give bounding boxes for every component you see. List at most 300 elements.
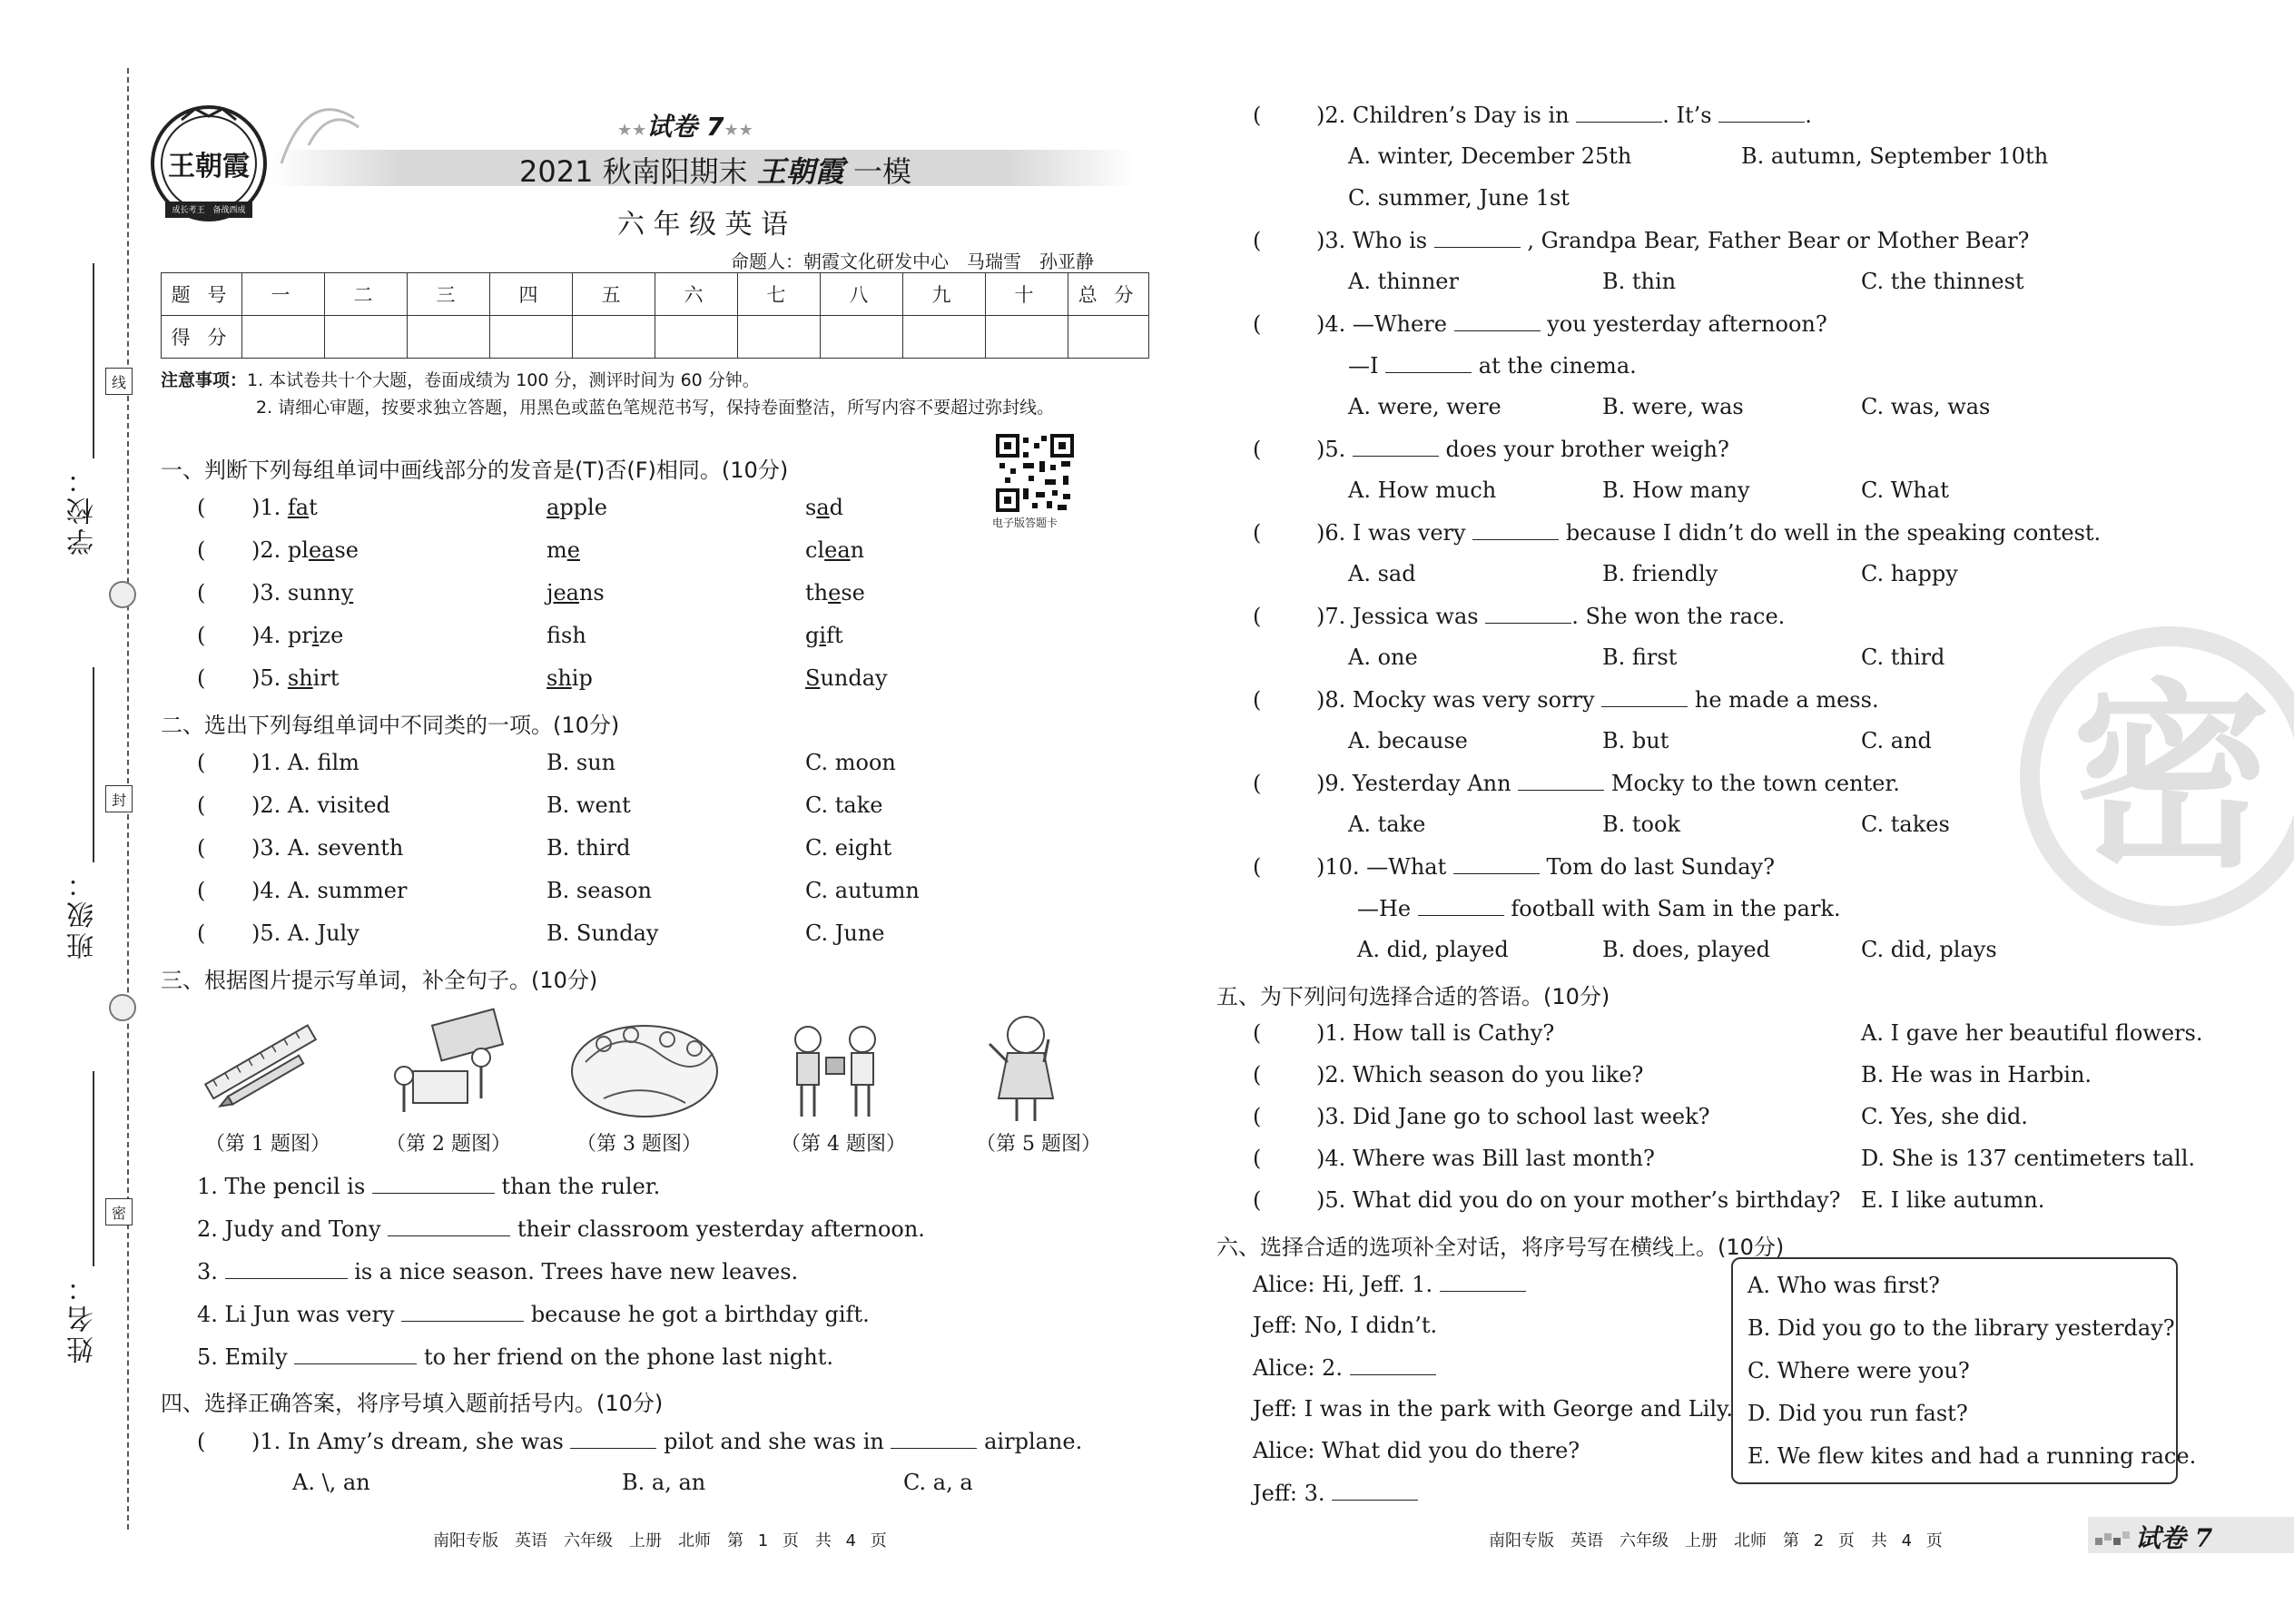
s2-row-5 xyxy=(197,920,359,946)
q-mid: . It’s xyxy=(1662,103,1712,128)
score-cell: 题 号 xyxy=(162,273,242,316)
s4-q4-line2 xyxy=(1348,352,1637,379)
answer-paren[interactable]: ( xyxy=(197,580,206,605)
s6-option-a: A. Who was first? xyxy=(1748,1273,1940,1298)
w-underlined: ea xyxy=(553,580,579,605)
question-text: )1. How tall is Cathy? xyxy=(1316,1020,1555,1046)
answer-blank[interactable] xyxy=(1332,1480,1418,1501)
score-input-cell[interactable] xyxy=(821,316,903,359)
dialogue-text: Alice: Hi, Jeff. 1. xyxy=(1253,1272,1433,1297)
s2-row-1 xyxy=(197,750,359,775)
notes-1 xyxy=(161,367,760,391)
notes-label: 注意事项： xyxy=(161,370,248,390)
w-pre: f xyxy=(546,623,562,648)
s5-answer-b: B. He was in Harbin. xyxy=(1861,1062,2092,1088)
w-underlined: sh xyxy=(546,665,572,691)
section-4-title: 四、选择正确答案，将序号填入题前括号内。(10分) xyxy=(161,1391,664,1416)
w-pre: pl xyxy=(287,537,309,563)
s2-row-4-b: B. season xyxy=(546,878,652,903)
school-line xyxy=(93,263,94,458)
exam-title-suffix: 一模 xyxy=(852,154,911,189)
w-underlined: sh xyxy=(287,665,313,691)
s4-q9-a: A. take xyxy=(1348,812,1426,837)
notes-text-1: 1. 本试卷共十个大题，卷面成绩为 100 分，测评时间为 60 分钟。 xyxy=(247,370,760,390)
caption-1: （第 1 题图） xyxy=(205,1133,330,1156)
q-pre: )7. Jessica was xyxy=(1316,604,1479,629)
s2-row-3-b: B. third xyxy=(546,835,631,861)
s1-row-1 xyxy=(197,495,318,520)
q-post: because I didn’t do well in the speaking contest. xyxy=(1565,520,2102,546)
answer-blank[interactable] xyxy=(1718,102,1805,123)
opt-a: )4. A. summer xyxy=(251,878,408,903)
s4-q2-a: A. winter, December 25th xyxy=(1348,143,1632,169)
answer-paren[interactable]: ( xyxy=(1253,604,1262,629)
decor-squares-icon xyxy=(2095,1530,2132,1546)
s1-row-1-b xyxy=(546,495,607,520)
q-pre: —I xyxy=(1348,353,1379,379)
s5-answer-d: D. She is 137 centimeters tall. xyxy=(1861,1146,2196,1171)
w-underlined: ea xyxy=(308,537,335,563)
answer-paren[interactable]: ( xyxy=(1253,1104,1262,1129)
s4-q7-b: B. first xyxy=(1602,645,1678,670)
answer-blank[interactable] xyxy=(1454,310,1541,331)
opt-a: )5. A. July xyxy=(251,920,359,946)
s6-line-4: Jeff: I was in the park with George and Lily. xyxy=(1253,1396,1733,1422)
w-post: ft xyxy=(826,623,843,648)
score-cell: 四 xyxy=(490,273,573,316)
item-post: because he got a birthday gift. xyxy=(530,1302,870,1327)
s1-row-4-b xyxy=(546,623,586,648)
w-post: t xyxy=(309,495,318,520)
seal-dot-1 xyxy=(109,581,136,608)
s4-q6-c: C. happy xyxy=(1861,561,1958,586)
class-label: 班级： xyxy=(67,867,99,960)
s6-option-d: D. Did you run fast? xyxy=(1748,1401,1968,1426)
s4-q10 xyxy=(1253,853,1775,880)
s2-row-2 xyxy=(197,792,390,818)
answer-paren[interactable]: ( xyxy=(1253,311,1262,337)
q-post: football with Sam in the park. xyxy=(1511,896,1841,921)
score-cell: 八 xyxy=(821,273,903,316)
s4-q6 xyxy=(1253,519,2101,546)
score-input-cell[interactable] xyxy=(1068,316,1149,359)
s2-row-5-b: B. Sunday xyxy=(546,920,659,946)
answer-blank[interactable] xyxy=(1385,352,1472,373)
question-text: )4. Where was Bill last month? xyxy=(1316,1146,1655,1171)
answer-blank[interactable] xyxy=(1601,686,1688,707)
s4-q3-c: C. the thinnest xyxy=(1861,269,2024,294)
caption-5: （第 5 题图） xyxy=(976,1133,1101,1156)
answer-blank[interactable] xyxy=(372,1173,495,1194)
section-1-title: 一、判断下列每组单词中画线部分的发音是(T)否(F)相同。(10分) xyxy=(161,458,789,483)
q-pre: )5. xyxy=(1316,437,1346,462)
s4-q9 xyxy=(1253,770,1900,796)
answer-paren[interactable]: ( xyxy=(1253,103,1262,128)
answer-blank[interactable] xyxy=(1353,436,1439,457)
s2-row-1-b: B. sun xyxy=(546,750,616,775)
s4-q2 xyxy=(1253,102,1812,128)
qr-code-icon[interactable] xyxy=(996,434,1074,512)
w-pre: s xyxy=(805,495,817,520)
score-input-cell[interactable] xyxy=(986,316,1068,359)
item-pre: 3. xyxy=(197,1259,218,1284)
w-post: unday xyxy=(820,665,888,691)
s5-answer-c: C. Yes, she did. xyxy=(1861,1104,2028,1129)
answer-blank[interactable] xyxy=(1472,519,1559,540)
s6-line-6 xyxy=(1253,1480,1418,1506)
subject-title: 六 年 级 英 语 xyxy=(617,209,789,241)
q-post: Mocky to the town center. xyxy=(1610,771,1900,796)
q-post: . xyxy=(1805,103,1812,128)
q-number: )1. xyxy=(251,495,288,520)
s4-q3-a: A. thinner xyxy=(1348,269,1459,294)
q-pre: )8. Mocky was very sorry xyxy=(1316,687,1595,713)
s4-q10-line2 xyxy=(1357,895,1841,921)
score-input-cell[interactable] xyxy=(903,316,986,359)
answer-paren[interactable]: ( xyxy=(197,623,206,648)
question-text: )5. What did you do on your mother’s birthday? xyxy=(1316,1187,1841,1213)
w-post: d xyxy=(829,495,844,520)
exam-title xyxy=(519,149,911,191)
answer-paren[interactable]: ( xyxy=(1253,520,1262,546)
s2-row-4-c: C. autumn xyxy=(805,878,920,903)
s4-q4-c: C. was, was xyxy=(1861,394,1991,419)
s4-q10-b: B. does, played xyxy=(1602,937,1770,962)
footer-tag-squares xyxy=(2095,1530,2132,1546)
q-number: )5. xyxy=(251,665,288,691)
w-post: pple xyxy=(559,495,607,520)
q-pre: )2. Children’s Day is in xyxy=(1316,103,1570,128)
s3-item-5 xyxy=(197,1343,833,1370)
school-label: 学校： xyxy=(67,463,99,556)
answer-blank[interactable] xyxy=(388,1216,510,1236)
s5-answer-e: E. I like autumn. xyxy=(1861,1187,2045,1213)
s1-row-3-c xyxy=(805,580,865,605)
score-cell: 六 xyxy=(655,273,738,316)
s4-q5-b: B. How many xyxy=(1602,477,1750,503)
s1-row-4 xyxy=(197,623,343,648)
s2-row-5-c: C. June xyxy=(805,920,885,946)
q-post: . She won the race. xyxy=(1571,604,1786,629)
w-underlined: i xyxy=(819,623,827,648)
score-table xyxy=(161,272,1149,359)
answer-paren[interactable]: ( xyxy=(197,537,206,563)
score-cell: 一 xyxy=(242,273,325,316)
q-number: )3. xyxy=(251,580,288,605)
section-5-title: 五、为下列问句选择合适的答语。(10分) xyxy=(1216,984,1610,1009)
picture-2-classroom xyxy=(381,1008,517,1126)
opt-a: )1. A. film xyxy=(251,750,359,775)
question-text: )3. Did Jane go to school last week? xyxy=(1316,1104,1710,1129)
s1-row-5-c xyxy=(805,665,888,691)
answer-blank[interactable] xyxy=(294,1343,417,1364)
dialogue-text: Jeff: 3. xyxy=(1253,1481,1325,1506)
q-number: )4. xyxy=(251,623,288,648)
dialogue-text: Alice: 2. xyxy=(1253,1355,1343,1381)
s5-answer-a: A. I gave her beautiful flowers. xyxy=(1861,1020,2203,1046)
answer-paren[interactable]: ( xyxy=(197,495,206,520)
brand-logo-text: 王朝霞 xyxy=(168,151,250,182)
q-pre: )4. —Where xyxy=(1316,311,1447,337)
answer-blank[interactable] xyxy=(1453,853,1540,874)
q-post: airplane. xyxy=(984,1429,1083,1454)
w-post: sh xyxy=(561,623,586,648)
s6-option-b: B. Did you go to the library yesterday? xyxy=(1748,1315,2175,1341)
score-input-cell[interactable] xyxy=(738,316,821,359)
score-cell: 二 xyxy=(325,273,408,316)
answer-paren[interactable]: ( xyxy=(197,920,206,946)
section-3-title: 三、根据图片提示写单词，补全句子。(10分) xyxy=(161,968,598,993)
score-input-cell[interactable] xyxy=(242,316,325,359)
w-post: se xyxy=(334,537,359,563)
score-cell: 十 xyxy=(986,273,1068,316)
s2-row-1-c: C. moon xyxy=(805,750,896,775)
picture-1-pencil-ruler xyxy=(195,1008,331,1126)
s4-q7-a: A. one xyxy=(1348,645,1418,670)
s5-q3 xyxy=(1253,1104,1710,1129)
q-mid: pilot and she was in xyxy=(664,1429,884,1454)
w-underlined: y xyxy=(340,580,354,605)
score-cell: 五 xyxy=(573,273,655,316)
answer-paren[interactable]: ( xyxy=(1253,1062,1262,1088)
s1-row-4-c xyxy=(805,623,843,648)
answer-blank[interactable] xyxy=(1350,1354,1436,1375)
s4-q10-a: A. did, played xyxy=(1357,937,1509,962)
answer-paren[interactable]: ( xyxy=(1253,1146,1262,1171)
caption-4: （第 4 题图） xyxy=(781,1133,906,1156)
secret-watermark xyxy=(2020,626,2294,926)
picture-4-gift xyxy=(776,1008,912,1126)
s4-q9-c: C. takes xyxy=(1861,812,1950,837)
w-underlined: a xyxy=(546,495,560,520)
s3-item-4 xyxy=(197,1301,870,1327)
s4-q8-a: A. because xyxy=(1348,728,1468,753)
score-cell: 总 分 xyxy=(1068,273,1149,316)
s4-q7-c: C. third xyxy=(1861,645,1945,670)
item-pre: 2. Judy and Tony xyxy=(197,1216,381,1242)
answer-blank[interactable] xyxy=(1518,770,1604,791)
score-cell: 三 xyxy=(408,273,490,316)
footer-tag: 试卷 7 xyxy=(2135,1523,2213,1553)
answer-paren[interactable]: ( xyxy=(1253,854,1262,880)
w-pre: pr xyxy=(287,623,312,648)
children-classroom-illustration xyxy=(381,1008,517,1126)
footer-right: 南阳专版 英语 六年级 上册 北师 第 2 页 共 4 页 xyxy=(1489,1531,1943,1550)
item-pre: 1. The pencil is xyxy=(197,1174,366,1199)
q-pre: )6. I was very xyxy=(1316,520,1466,546)
s1-row-2-c xyxy=(805,537,864,563)
s3-item-2 xyxy=(197,1216,925,1242)
s4-q3 xyxy=(1253,227,2029,253)
s4-q5 xyxy=(1253,436,1729,462)
answer-blank[interactable] xyxy=(891,1428,977,1449)
name-line xyxy=(93,1071,94,1266)
s2-row-3 xyxy=(197,835,403,861)
q-pre: —He xyxy=(1357,896,1412,921)
pencil-ruler-illustration xyxy=(195,1008,331,1126)
s3-item-1 xyxy=(197,1173,660,1199)
answer-paren[interactable]: ( xyxy=(1253,228,1262,253)
s4-q10-c: C. did, plays xyxy=(1861,937,1997,962)
q-post: he made a mess. xyxy=(1694,687,1879,713)
w-pre: j xyxy=(546,580,554,605)
answer-paren[interactable]: ( xyxy=(197,878,206,903)
answer-blank[interactable] xyxy=(1485,603,1571,624)
answer-paren[interactable]: ( xyxy=(1253,437,1262,462)
picture-5-phone xyxy=(976,1008,1112,1126)
s5-q4 xyxy=(1253,1146,1655,1171)
s4-q8-b: B. but xyxy=(1602,728,1669,753)
exam-title-brand: 王朝霞 xyxy=(756,154,844,189)
q-pre: )1. In Amy’s dream, she was xyxy=(251,1429,564,1454)
w-pre: g xyxy=(805,623,820,648)
seal-mark-secret: 密 xyxy=(105,1198,133,1225)
s4-q2-b: B. autumn, September 10th xyxy=(1741,143,2049,169)
q-post: does your brother weigh? xyxy=(1445,437,1729,462)
answer-paren[interactable]: ( xyxy=(197,835,206,861)
answer-blank[interactable] xyxy=(401,1301,524,1322)
s4-q2-c: C. summer, June 1st xyxy=(1348,185,1570,211)
class-line xyxy=(93,667,94,862)
answer-paren[interactable]: ( xyxy=(197,750,206,775)
score-table-score-row xyxy=(162,316,1149,359)
caption-2: （第 2 题图） xyxy=(386,1133,511,1156)
answer-blank[interactable] xyxy=(1434,227,1521,248)
answer-paren[interactable]: ( xyxy=(197,1429,206,1454)
s1-row-2 xyxy=(197,537,359,563)
notes-2: 2. 请细心审题，按要求独立答题，用黑色或蓝色笔规范书写，保持卷面整洁，所写内容不要超过弥封线。 xyxy=(256,398,1055,418)
score-cell: 九 xyxy=(903,273,986,316)
s6-line-2: Jeff: No, I didn’t. xyxy=(1253,1313,1438,1338)
s5-q1 xyxy=(1253,1020,1554,1046)
answer-blank[interactable] xyxy=(1440,1271,1526,1292)
score-input-cell[interactable] xyxy=(655,316,738,359)
score-input-cell[interactable] xyxy=(573,316,655,359)
section-6-title: 六、选择合适的选项补全对话，将序号写在横线上。(10分) xyxy=(1216,1235,1785,1260)
stars-title: ★★试卷 7★★ xyxy=(617,112,753,142)
answer-paren[interactable]: ( xyxy=(1253,1020,1262,1046)
caption-3: （第 3 题图） xyxy=(576,1133,702,1156)
s6-option-e: E. We flew kites and had a running race. xyxy=(1748,1443,2197,1469)
answer-paren[interactable]: ( xyxy=(197,792,206,818)
answer-blank[interactable] xyxy=(1576,102,1662,123)
spring-landscape-illustration xyxy=(567,1008,722,1126)
w-pre: cl xyxy=(805,537,825,563)
s4-q5-c: C. What xyxy=(1861,477,1949,503)
w-post: se xyxy=(841,580,865,605)
s2-row-3-c: C. eight xyxy=(805,835,892,861)
section-2-title: 二、选出下列每组单词中不同类的一项。(10分) xyxy=(161,713,620,738)
w-pre: m xyxy=(546,537,567,563)
s6-option-c: C. Where were you? xyxy=(1748,1358,1970,1383)
item-post: their classroom yesterday afternoon. xyxy=(517,1216,925,1242)
exam-title-text: 2021 秋南阳期末 xyxy=(519,154,748,189)
w-underlined: S xyxy=(805,665,821,691)
answer-paren[interactable]: ( xyxy=(1253,771,1262,796)
s4-q3-b: B. thin xyxy=(1602,269,1677,294)
item-pre: 4. Li Jun was very xyxy=(197,1302,395,1327)
w-underlined: ea xyxy=(824,537,851,563)
answer-paren[interactable]: ( xyxy=(197,665,206,691)
q-post: you yesterday afternoon? xyxy=(1547,311,1827,337)
s2-row-4 xyxy=(197,878,407,903)
girl-phone-illustration xyxy=(976,1008,1076,1126)
s6-line-5: Alice: What did you do there? xyxy=(1253,1438,1580,1463)
s6-line-1 xyxy=(1253,1271,1526,1297)
item-post: to her friend on the phone last night. xyxy=(424,1344,833,1370)
s5-q2 xyxy=(1253,1062,1643,1088)
s4-q6-b: B. friendly xyxy=(1602,561,1718,586)
ribbon-swirl-icon xyxy=(272,91,363,172)
score-input-cell[interactable] xyxy=(408,316,490,359)
s1-row-5 xyxy=(197,665,339,691)
s4-q8 xyxy=(1253,686,1879,713)
score-cell: 得 分 xyxy=(162,316,242,359)
w-underlined: e xyxy=(828,580,842,605)
q-pre: )3. Who is xyxy=(1316,228,1428,253)
answer-blank[interactable] xyxy=(570,1428,656,1449)
s1-row-5-b xyxy=(546,665,593,691)
s1-row-3-b xyxy=(546,580,605,605)
secret-watermark-glyph: 密 xyxy=(2071,662,2271,894)
s4-q9-b: B. took xyxy=(1602,812,1680,837)
opt-a: )3. A. seventh xyxy=(251,835,404,861)
brand-logo xyxy=(145,100,272,227)
w-pre: sunn xyxy=(287,580,341,605)
q-pre: )9. Yesterday Ann xyxy=(1316,771,1511,796)
w-post: ze xyxy=(319,623,344,648)
q-post: , Grandpa Bear, Father Bear or Mother Bear? xyxy=(1527,228,2030,253)
w-pre: th xyxy=(805,580,829,605)
seal-dot-2 xyxy=(109,994,136,1021)
question-text: )2. Which season do you like? xyxy=(1316,1062,1644,1088)
qr-code-graphic xyxy=(996,434,1074,512)
birthday-gift-illustration xyxy=(776,1008,894,1126)
s4-q1-c: C. a, a xyxy=(903,1470,973,1495)
s6-line-3 xyxy=(1253,1354,1436,1381)
brand-logo-sub: 成长考王 备战西成 xyxy=(172,206,246,215)
s4-q4-a: A. were, were xyxy=(1348,394,1501,419)
score-table-header-row xyxy=(162,273,1149,316)
s4-q8-c: C. and xyxy=(1861,728,1932,753)
answer-paren[interactable]: ( xyxy=(1253,1187,1262,1213)
w-post: ip xyxy=(571,665,593,691)
answer-blank[interactable] xyxy=(1418,895,1504,916)
qr-caption: 电子版答题卡 xyxy=(992,517,1058,529)
q-post: Tom do last Sunday? xyxy=(1546,854,1775,880)
seal-mark-line: 线 xyxy=(105,368,133,395)
score-input-cell[interactable] xyxy=(325,316,408,359)
w-underlined: a xyxy=(816,495,830,520)
seal-mark-seal: 封 xyxy=(105,785,133,812)
s4-q5-a: A. How much xyxy=(1348,477,1497,503)
item-pre: 5. Emily xyxy=(197,1344,288,1370)
answer-paren[interactable]: ( xyxy=(1253,687,1262,713)
s4-q1 xyxy=(197,1428,1082,1454)
w-underlined: fa xyxy=(287,495,310,520)
q-number: )2. xyxy=(251,537,288,563)
s2-row-2-c: C. take xyxy=(805,792,883,818)
answer-blank[interactable] xyxy=(225,1258,348,1279)
score-input-cell[interactable] xyxy=(490,316,573,359)
stars-title-text: 试卷 7 xyxy=(646,112,724,142)
w-underlined: e xyxy=(566,537,580,563)
q-pre: )10. —What xyxy=(1316,854,1447,880)
s1-row-1-c xyxy=(805,495,843,520)
s4-q6-a: A. sad xyxy=(1348,561,1416,586)
item-post: is a nice season. Trees have new leaves. xyxy=(354,1259,799,1284)
w-underlined: i xyxy=(311,623,320,648)
